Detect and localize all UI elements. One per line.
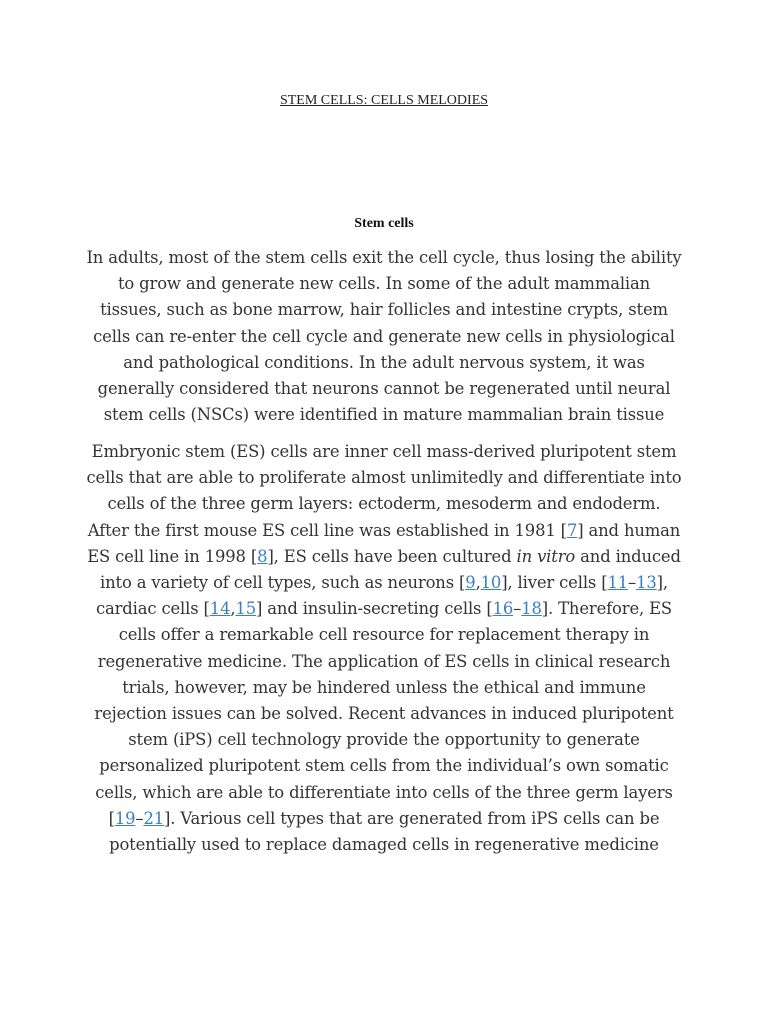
citation-link-9[interactable]: 9	[465, 573, 476, 593]
citation-link-13[interactable]: 13	[636, 573, 657, 593]
paragraph-text: and induced into a variety of cell types, such as neurons [	[100, 546, 681, 593]
citation-link-8[interactable]: 8	[257, 546, 268, 566]
document-title: STEM CELLS: CELLS MELODIES	[279, 93, 489, 108]
paragraph-text: ,	[475, 573, 481, 593]
citation-link-11[interactable]: 11	[607, 573, 629, 593]
paragraph-text: ]. Various cell types that are generated from iPS cells can be potentially used to replace damaged cells in regenerative medicine	[109, 808, 660, 855]
paragraph-text: Embryonic stem (ES) cells are inner cell mass-derived pluripotent stem cells that are able to proliferate almost unlimitedly and differentiate into cells of the three germ layers: ectoderm, mesoderm and endoderm. After the first mouse ES cell line was established in 1981 [	[86, 442, 682, 540]
citation-link-18[interactable]: 18	[521, 599, 542, 619]
section-heading: Stem cells	[354, 216, 414, 231]
paragraph-text: –	[135, 808, 144, 828]
citation-link-10[interactable]: 10	[480, 573, 502, 593]
paragraph-intro: In adults, most of the stem cells exit the cell cycle, thus losing the ability to grow and generate new cells. In some of the adult mammalian tissues, such as bone marrow, hair follicles and intestine crypts, stem cells can re-enter the cell cycle and generate new cells in physiological and pathological conditions. In the adult nervous system, it was generally considered that neurons cannot be regenerated until neural stem cells (NSCs) were identified in mature mammalian brain tissue	[86, 248, 682, 425]
paragraph-text: ]. Therefore, ES cells offer a remarkable cell resource for replacement therapy in regenerative medicine. The application of ES cells in clinical research trials, however, may be hindered unless the ethical and immune rejection issues can be solved. Recent advances in induced pluripotent stem (iPS) cell technology provide the opportunity to generate personalized pluripotent stem cells from the individual’s own somatic cells, which are able to differentiate into cells of the three germ layers [	[94, 599, 674, 828]
paragraph-text: ,	[230, 599, 236, 619]
paragraph-text: ], cardiac cells [	[95, 573, 668, 619]
paragraph-text: ] and insulin-secreting cells [	[255, 599, 493, 619]
italic-term: in vitro	[516, 546, 576, 566]
citation-link-7[interactable]: 7	[566, 520, 578, 540]
citation-link-15[interactable]: 15	[235, 599, 256, 619]
citation-link-19[interactable]: 19	[114, 808, 136, 828]
citation-link-21[interactable]: 21	[143, 808, 165, 828]
paragraph-text: ], liver cells [	[501, 573, 608, 593]
citation-link-14[interactable]: 14	[209, 599, 231, 619]
paragraph-text: ] and human ES cell line in 1998 [	[87, 520, 681, 566]
paragraph-es-cells	[86, 439, 682, 858]
citation-link-16[interactable]: 16	[492, 599, 514, 619]
paragraph-text: ], ES cells have been cultured	[267, 546, 517, 566]
paragraph-text: –	[513, 599, 522, 619]
paragraph-text: –	[628, 573, 637, 593]
